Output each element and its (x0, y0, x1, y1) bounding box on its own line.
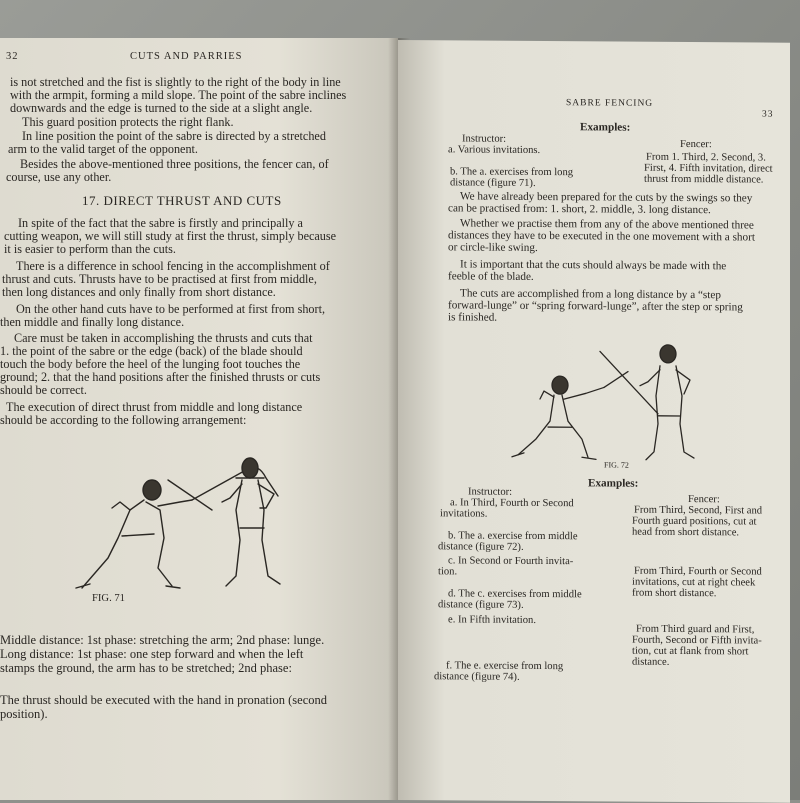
text-line: d. The c. exercises from middle (448, 588, 582, 601)
section-title: 17. DIRECT THRUST AND CUTS (82, 193, 282, 208)
text-line: Besides the above-mentioned three positions, the fencer can, of (20, 157, 329, 171)
text-line: is finished. (448, 311, 498, 324)
text-line: b. The a. exercises from long (450, 166, 574, 179)
text-line: should be correct. (0, 383, 87, 397)
text-line: feeble of the blade. (448, 270, 534, 283)
text-line: b. The a. exercise from middle (448, 530, 578, 543)
text-line: then middle and finally long distance. (0, 315, 185, 329)
text-line: or circle-like swing. (448, 241, 538, 254)
text-line: From Third, Fourth or Second (634, 565, 762, 578)
instructor-heading: Instructor: (468, 486, 513, 498)
text-line: Care must be taken in accomplishing the thrusts and cuts that (14, 331, 313, 345)
text-line: Middle distance: 1st phase: stretching the arm; 2nd phase: lunge. (0, 633, 325, 647)
page-number-right: 33 (762, 109, 774, 120)
text-line: distance (figure 73). (438, 599, 524, 611)
fencer-heading: Fencer: (688, 494, 720, 506)
text-line: head from short distance. (632, 526, 740, 539)
text-line: cutting weapon, we will still study at first the thrust, simply because (4, 229, 337, 243)
text-line: The cuts are accomplished from a long distance by a “step (460, 287, 721, 302)
text-line: In spite of the fact that the sabre is firstly and principally a (18, 216, 303, 230)
text-line: course, use any other. (6, 170, 112, 184)
text-line: touch the body before the heel of the lunging foot touches the (0, 357, 301, 371)
text-line: ground; 2. that the hand positions after the finished thrusts or cuts (0, 370, 321, 384)
left-page (0, 38, 398, 800)
text-line: Fourth guard positions, cut at (632, 515, 757, 528)
text-line: Whether we practise them from any of the above mentioned three (460, 217, 754, 232)
text-line: distance (figure 72). (438, 541, 524, 553)
figure-caption: FIG. 72 (604, 460, 629, 470)
fencer-heading: Fencer: (680, 138, 712, 151)
text-line: f. The e. exercise from long (446, 660, 564, 673)
text-line: then long distances and only finally from short distance. (2, 285, 276, 299)
instructor-heading: Instructor: (462, 133, 507, 145)
right-page (398, 40, 790, 803)
text-line: should be according to the following arrangement: (0, 413, 247, 427)
text-line: a. Various invitations. (448, 144, 541, 156)
text-line: can be practised from: 1. short, 2. middle, 3. long distance. (448, 202, 711, 217)
text-line: The thrust should be executed with the hand in pronation (second (0, 693, 328, 707)
text-line: invitations. (440, 508, 488, 520)
text-line: position). (0, 707, 48, 721)
text-line: From Third, Second, First and (634, 504, 763, 517)
text-line: distance. (632, 656, 670, 668)
text-line: tion. (438, 566, 458, 578)
examples-heading: Examples: (580, 121, 631, 134)
text-line: First, 4. Fifth invitation, direct (644, 162, 773, 175)
text-line: arm to the valid target of the opponent. (8, 142, 198, 156)
text-line: is not stretched and the fist is slightly to the right of the body in line (10, 75, 341, 89)
text-line: it is easier to perform than the cuts. (4, 242, 176, 256)
fencing-illustration-fig72 (508, 331, 728, 473)
text-line: distance (figure 71). (450, 177, 536, 189)
text-line: This guard position protects the right flank. (22, 115, 234, 129)
text-line: On the other hand cuts have to be performed at first from short, (16, 302, 325, 316)
text-line: In line position the point of the sabre is directed by a stretched (22, 129, 326, 143)
text-line: tion, cut at flank from short (632, 645, 749, 658)
text-line: distance (figure 74). (434, 671, 520, 683)
text-line: with the armpit, forming a mild slope. The point of the sabre inclines (10, 88, 347, 102)
text-line: stamps the ground, the arm has to be stretched; 2nd phase: (0, 661, 292, 675)
text-line: a. In Third, Fourth or Second (450, 497, 574, 510)
text-line: Long distance: 1st phase: one step forward and when the left (0, 647, 304, 661)
text-line: thrust and cuts. Thrusts have to be practised at first from middle, (2, 272, 317, 286)
examples-heading: Examples: (588, 477, 639, 490)
text-line: From 1. Third, 2. Second, 3. (646, 151, 766, 164)
text-line: The execution of direct thrust from middle and long distance (6, 400, 303, 414)
page-number-left: 32 (6, 51, 19, 62)
text-line: e. In Fifth invitation. (448, 614, 536, 626)
figure-caption: FIG. 71 (92, 593, 125, 604)
text-line: distances they have to be executed in the one movement with a short (448, 229, 755, 244)
running-head-right: SABRE FENCING (566, 98, 654, 109)
text-line: from short distance. (632, 587, 717, 600)
text-line: From Third guard and First, (636, 623, 755, 636)
running-head-left: CUTS AND PARRIES (130, 51, 243, 62)
text-line: It is important that the cuts should always be made with the (460, 258, 727, 273)
text-line: Fourth, Second or Fifth invita- (632, 634, 762, 647)
fencing-illustration-fig71 (60, 418, 320, 588)
text-line: There is a difference in school fencing in the accomplishment of (16, 259, 330, 273)
text-line: forward-lunge” or “spring forward-lunge”, after the step or spring (448, 299, 743, 314)
text-line: thrust from middle distance. (644, 173, 764, 186)
text-line: c. In Second or Fourth invita- (448, 555, 574, 568)
text-line: 1. the point of the sabre or the edge (back) of the blade should (0, 344, 303, 358)
text-line: invitations, cut at right cheek (632, 576, 756, 589)
text-line: We have already been prepared for the cuts by the swings so they (460, 190, 753, 205)
text-line: downwards and the edge is turned to the side at a slight angle. (10, 101, 313, 115)
